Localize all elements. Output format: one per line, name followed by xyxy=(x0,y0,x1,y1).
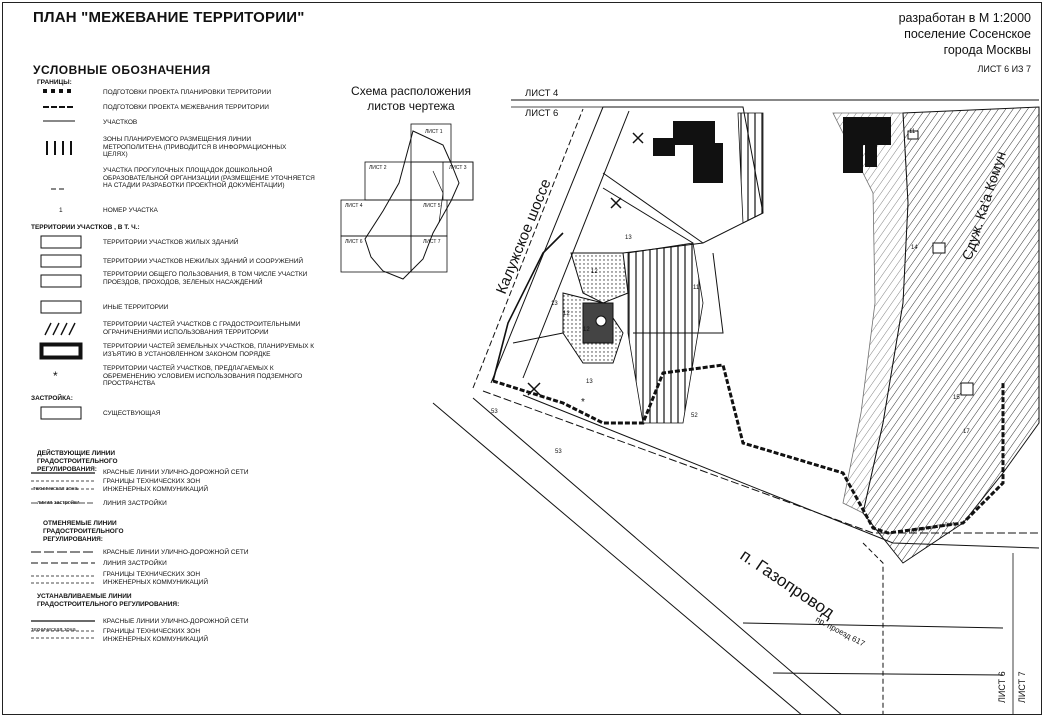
legend-tech-zone-tag: техническая зона xyxy=(33,486,78,492)
legend-current-tech: ГРАНИЦЫ ТЕХНИЧЕСКИХ ЗОН ИНЖЕНЕРНЫХ КОММУНИКАЦИЙ xyxy=(103,478,209,493)
legend-boundary-planning: ПОДГОТОВКИ ПРОЕКТА ПЛАНИРОВКИ ТЕРРИТОРИИ xyxy=(103,89,272,96)
legend-encumbrance-parts: ТЕРРИТОРИИ ЧАСТЕЙ УЧАСТКОВ, ПРЕДЛАГАЕМЫХ К ОБРЕМЕНЕНИЮ УСЛОВИЕМ ИСПОЛЬЗОВАНИЯ ПОДЗЕМНОГО ПРОСТРАНСТВА xyxy=(103,365,303,387)
scheme-label-5: ЛИСТ 5 xyxy=(423,203,441,209)
parcel-label: 14 xyxy=(911,245,918,251)
legend-boundary-survey: ПОДГОТОВКИ ПРОЕКТА МЕЖЕВАНИЯ ТЕРРИТОРИИ xyxy=(103,104,269,111)
parcel-label: 12 xyxy=(583,327,590,333)
parcel-label: 53 xyxy=(555,449,562,455)
legend-territory-nonresidential: ТЕРРИТОРИИ УЧАСТКОВ НЕЖИЛЫХ ЗДАНИЙ И СООРУЖЕНИЙ xyxy=(103,258,304,265)
legend-cancel-tech: ГРАНИЦЫ ТЕХНИЧЕСКИХ ЗОН ИНЖЕНЕРНЫХ КОММУНИКАЦИЙ xyxy=(103,571,209,586)
legend-est-red: КРАСНЫЕ ЛИНИИ УЛИЧНО-ДОРОЖНОЙ СЕТИ xyxy=(103,618,249,625)
legend-est-tech: ГРАНИЦЫ ТЕХНИЧЕСКИХ ЗОН ИНЖЕНЕРНЫХ КОММУНИКАЦИЙ xyxy=(103,628,209,643)
parcel-label: 12 xyxy=(591,269,598,275)
scheme-label-2: ЛИСТ 2 xyxy=(369,165,387,171)
legend-current-build: ЛИНИЯ ЗАСТРОЙКИ xyxy=(103,500,167,507)
legend-territory-residential: ТЕРРИТОРИИ УЧАСТКОВ ЖИЛЫХ ЗДАНИЙ xyxy=(103,239,239,246)
legend-buildings-existing: СУЩЕСТВУЮЩАЯ xyxy=(103,410,161,417)
legend-encumbrance-symbol: * xyxy=(53,369,58,383)
plan-map xyxy=(3,3,1042,715)
parcel-label: 11 xyxy=(909,129,916,135)
legend-territory-other: ИНЫЕ ТЕРРИТОРИИ xyxy=(103,304,169,311)
legend-est-tech-tag: техническая зона xyxy=(31,627,76,633)
legend-territories-head: ТЕРРИТОРИИ УЧАСТКОВ , В Т. Ч.: xyxy=(31,224,140,231)
legend-title: УСЛОВНЫЕ ОБОЗНАЧЕНИЯ xyxy=(33,63,211,77)
encumbrance-mark: * xyxy=(581,397,585,408)
komun-label: Сдуж. Ка'а Комун xyxy=(958,149,1009,262)
sheet6-vertical: ЛИСТ 6 xyxy=(997,671,1007,703)
kaluzhskoe-label: Калужское шоссе xyxy=(492,176,555,297)
sheet6-label: ЛИСТ 6 xyxy=(525,108,559,119)
parcel-label: 13 xyxy=(625,235,632,241)
scheme-label-4: ЛИСТ 4 xyxy=(345,203,363,209)
scheme-label-1: ЛИСТ 1 xyxy=(425,129,443,135)
legend-parcel-number-symbol: 1 xyxy=(59,207,63,214)
legend-cancelled-head: ОТМЕНЯЕМЫЕ ЛИНИИ ГРАДОСТРОИТЕЛЬНОГО РЕГУЛИРОВАНИЯ: xyxy=(43,520,124,543)
city-text: города Москвы xyxy=(943,43,1031,57)
legend-parcel-number: НОМЕР УЧАСТКА xyxy=(103,207,158,214)
drawing-sheet xyxy=(2,2,1042,715)
scale-text: разработан в М 1:2000 xyxy=(898,11,1031,25)
sheet7-vertical: ЛИСТ 7 xyxy=(1017,671,1027,703)
parcel-label: 11 xyxy=(693,285,700,291)
gazoprovod-label: п. Газопровод xyxy=(736,545,838,623)
building-2 xyxy=(843,117,891,145)
legend-boundaries-head: ГРАНИЦЫ: xyxy=(37,79,72,86)
parcel-label: 13 xyxy=(551,301,558,307)
parcel-label: 52 xyxy=(691,413,698,419)
plan-title: ПЛАН "МЕЖЕВАНИЕ ТЕРРИТОРИИ" xyxy=(33,9,305,26)
build-line-label: линия застройки xyxy=(908,521,955,535)
legend-build-line-tag: линия застройки xyxy=(37,500,80,506)
legend-boundary-metro: ЗОНЫ ПЛАНИРУЕМОГО РАЗМЕЩЕНИЯ ЛИНИИ МЕТРОПОЛИТЕНА (ПРИВОДИТСЯ В ИНФОРМАЦИОННЫХ ЦЕЛЯХ) xyxy=(103,136,287,158)
legend-cancel-red: КРАСНЫЕ ЛИНИИ УЛИЧНО-ДОРОЖНОЙ СЕТИ xyxy=(103,549,249,556)
central-parcel xyxy=(571,253,628,303)
building-1 xyxy=(673,121,715,145)
parcel-label: 17 xyxy=(963,429,970,435)
scheme-title-line1: Схема расположения xyxy=(351,84,471,98)
scheme-title-line2: листов чертежа xyxy=(367,99,455,113)
legend-boundary-parcels: УЧАСТКОВ xyxy=(103,119,138,126)
scheme-label-7: ЛИСТ 7 xyxy=(423,239,441,245)
settlement-text: поселение Сосенское xyxy=(904,27,1031,41)
legend-buildings-head: ЗАСТРОЙКА: xyxy=(31,395,73,402)
legend-restricted-parts: ТЕРРИТОРИИ ЧАСТЕЙ УЧАСТКОВ С ГРАДОСТРОИТЕЛЬНЫМИ ОГРАНИЧЕНИЯМИ ИСПОЛЬЗОВАНИЯ ТЕРРИТОРИИ xyxy=(103,321,301,336)
scheme-label-3: ЛИСТ 3 xyxy=(449,165,467,171)
scheme-label-6: ЛИСТ 6 xyxy=(345,239,363,245)
sheet4-label: ЛИСТ 4 xyxy=(525,88,559,99)
legend-established-head: УСТАНАВЛИВАЕМЫЕ ЛИНИИ ГРАДОСТРОИТЕЛЬНОГО РЕГУЛИРОВАНИЯ: xyxy=(37,593,180,608)
proezd-label: пр. проезд 617 xyxy=(814,614,867,649)
parcel-label: 11 xyxy=(673,123,680,129)
legend-withdrawal-parts: ТЕРРИТОРИИ ЧАСТЕЙ ЗЕМЕЛЬНЫХ УЧАСТКОВ, ПЛАНИРУЕМЫХ К ИЗЪЯТИЮ В УСТАНОВЛЕННОМ ЗАКОНОМ ПОРЯДКЕ xyxy=(103,343,314,358)
legend-territory-public: ТЕРРИТОРИИ ОБЩЕГО ПОЛЬЗОВАНИЯ, В ТОМ ЧИСЛЕ УЧАСТКИ ПРОЕЗДОВ, ПРОХОДОВ, ЗЕЛЕНЫХ НАСАЖДЕНИЙ xyxy=(103,271,308,286)
legend-current-red: КРАСНЫЕ ЛИНИИ УЛИЧНО-ДОРОЖНОЙ СЕТИ xyxy=(103,469,249,476)
legend-lines-head: ДЕЙСТВУЮЩИЕ ЛИНИИ ГРАДОСТРОИТЕЛЬНОГО РЕГУЛИРОВАНИЯ: xyxy=(37,450,118,473)
parcel-label: 12 xyxy=(563,311,570,317)
parcel-label: 13 xyxy=(586,379,593,385)
legend-cancel-build: ЛИНИЯ ЗАСТРОЙКИ xyxy=(103,560,167,567)
parcel-label: 53 xyxy=(491,409,498,415)
sheet-of-text: ЛИСТ 6 ИЗ 7 xyxy=(977,64,1031,74)
legend-boundary-playground: УЧАСТКА ПРОГУЛОЧНЫХ ПЛОЩАДОК ДОШКОЛЬНОЙ ОБРАЗОВАТЕЛЬНОЙ ОРГАНИЗАЦИИ (РАЗМЕЩЕНИЕ УТОЧНЯЕТСЯ НА СТАДИИ РАЗРАБОТКИ ПРОЕКТНОЙ ДОКУМЕНТАЦИИ) xyxy=(103,167,315,189)
parcel-label: 15 xyxy=(953,395,960,401)
